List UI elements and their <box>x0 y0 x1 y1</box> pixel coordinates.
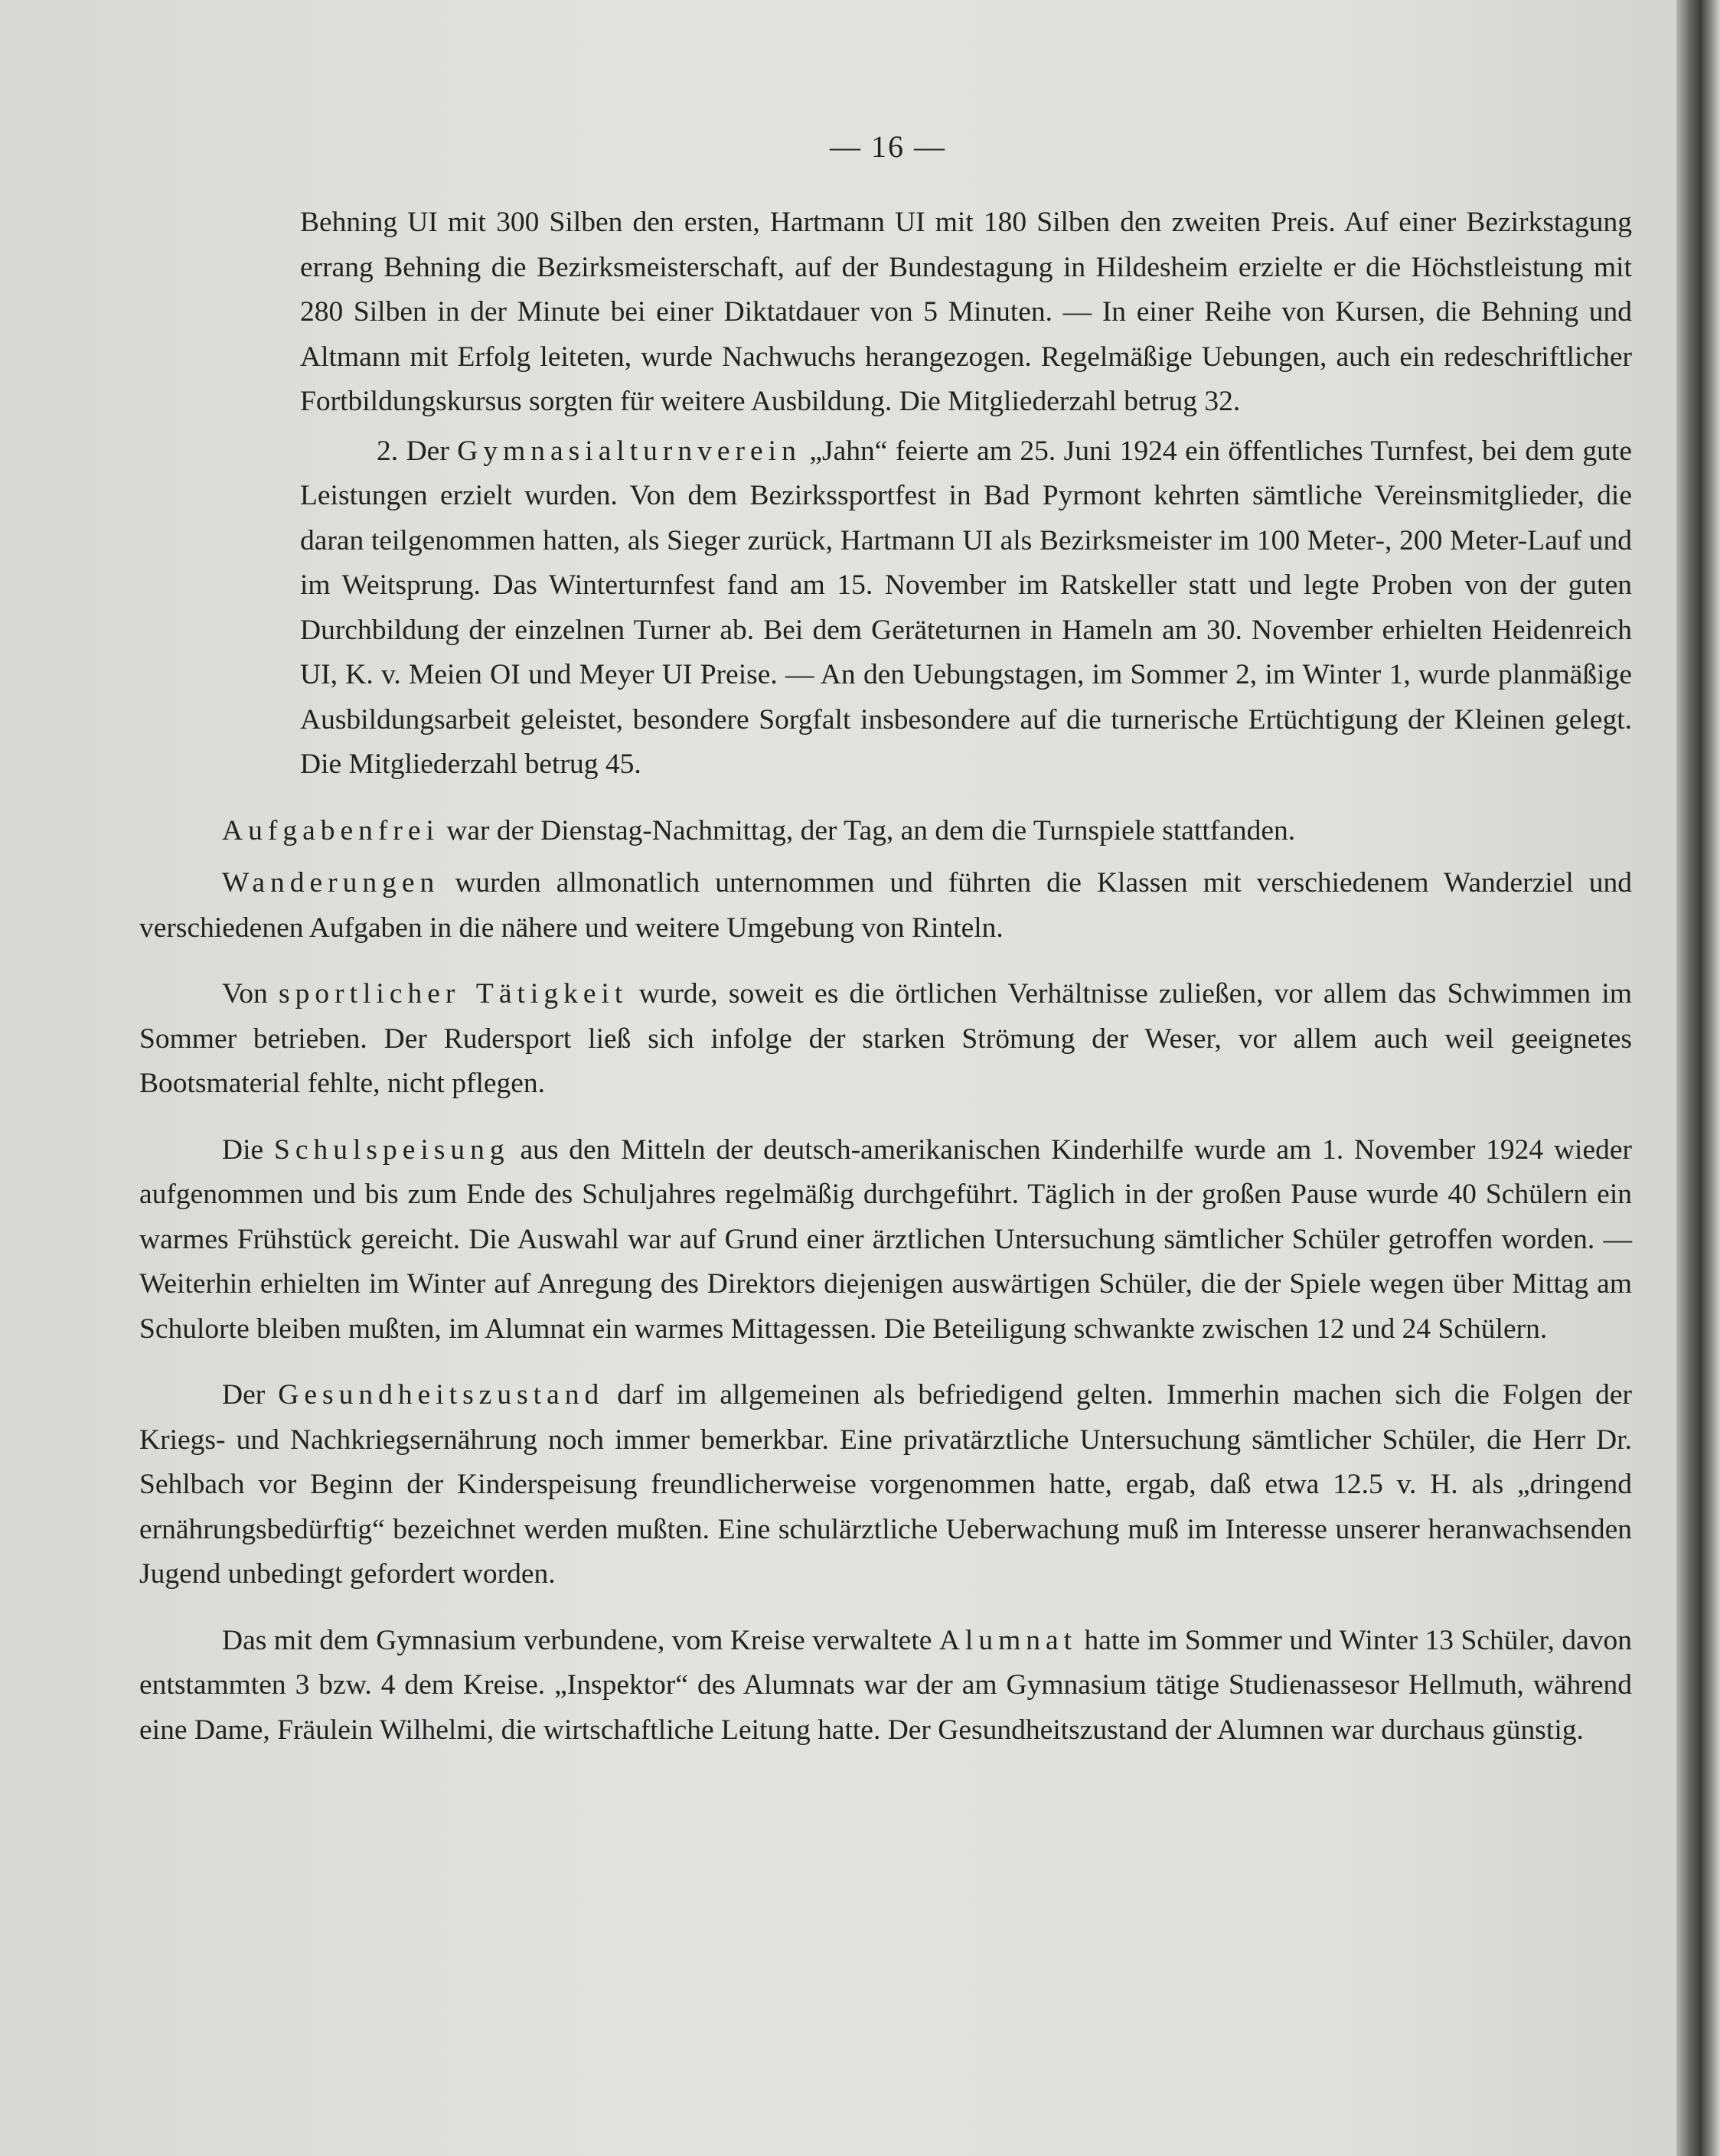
spaced-heading: Wanderungen <box>222 867 440 899</box>
paragraph-shorthand-club <box>139 201 1632 425</box>
paragraph-lead: 2. Der <box>377 435 458 467</box>
body-text <box>139 201 1632 1753</box>
paragraph-lead: Von <box>222 978 279 1010</box>
paragraph-text: wurden allmonatlich unternommen und führten die Klassen mit verschiedenem Wanderziel und verschiedenen Aufgaben in die nähere und weitere Umgebung von Rinteln. <box>139 867 1632 944</box>
spaced-heading: Gesundheitszustand <box>278 1379 605 1411</box>
page-number: — 16 — <box>830 129 946 164</box>
paragraph-lead: Der <box>222 1379 279 1411</box>
paragraph-boarding <box>139 1619 1632 1753</box>
paragraph-text: aus den Mitteln der deutsch-amerikanischen Kinderhilfe wurde am 1. November 1924 wieder aufgenommen und bis zum Ende des Schuljahres regelmäßig durchgeführt. Täglich in der großen Pause wurde 40 Schülern ein warmes Frühstück gereicht. Die Auswahl war auf Grund einer ärztlichen Untersuchung sämtlicher Schüler getroffen worden. — Weiterhin erhielten im Winter auf Anregung des Direktors diejenigen auswärtigen Schüler, die der Spiele wegen über Mittag am Schulorte bleiben mußten, im Alumnat ein warmes Mittagessen. Die Beteiligung schwankte zwischen 12 und 24 Schülern. <box>139 1133 1632 1345</box>
spaced-heading: Schulspeisung <box>273 1133 510 1166</box>
paragraph-gymnastics-club <box>139 429 1632 788</box>
paragraph-text: darf im allgemeinen als befriedigend gelten. Immerhin machen sich die Folgen der Kriegs- und Nachkriegsernährung noch immer bemerkbar. Eine privatärztliche Untersuchung sämtlicher Schüler, die Herr Dr. Sehlbach vor Beginn der Kinderspeisung freundlicherweise vorgenommen hatte, ergab, daß etwa 12.5 v. H. als „dringend ernährungsbedürftig“ bezeichnet werden mußten. Eine schulärztliche Ueberwachung muß im Interesse unserer heranwachsenden Jugend unbedingt gefordert worden. <box>139 1379 1632 1590</box>
paragraph-school-meals <box>139 1128 1632 1352</box>
spaced-heading: Aufgabenfrei <box>222 814 439 846</box>
spaced-heading: sportlicher Tätigkeit <box>279 978 628 1010</box>
paragraph-free-afternoon <box>139 809 1632 854</box>
paragraph-lead: Die <box>222 1133 274 1166</box>
paragraph-text: „Jahn“ feierte am 25. Juni 1924 ein öffentliches Turnfest, bei dem gute Leistungen erzielt wurden. Von dem Bezirkssportfest in Bad Pyrmont kehrten sämtliche Vereinsmitglieder, die daran teilgenommen hatten, als Sieger zurück, Hartmann UI als Bezirksmeister im 100 Meter-, 200 Meter-Lauf und im Weitsprung. Das Winterturnfest fand am 15. November im Ratskeller statt und legte Proben von der guten Durchbildung der einzelnen Turner ab. Bei dem Geräteturnen in Hameln am 30. November erhielten Heidenreich UI, K. v. Meien OI und Meyer UI Preise. — An den Uebungstagen, im Sommer 2, im Winter 1, wurde planmäßige Ausbildungsarbeit geleistet, besondere Sorgfalt insbesondere auf die turnerische Ertüchtigung der Kleinen gelegt. Die Mitgliederzahl betrug 45. <box>300 435 1632 780</box>
paragraph-sports <box>139 972 1632 1107</box>
page-binding-edge <box>1676 0 1720 2156</box>
paragraph-text: war der Dienstag-Nachmittag, der Tag, an dem die Turnspiele stattfanden. <box>439 814 1296 846</box>
paragraph-hikes <box>139 861 1632 951</box>
spaced-heading: Gymnasialturnverein <box>457 435 801 467</box>
paragraph-lead: Das mit dem Gymnasium verbundene, vom Kreise verwaltete <box>222 1624 939 1656</box>
paragraph-text: hatte im Sommer und Winter 13 Schüler, davon entstammten 3 bzw. 4 dem Kreise. „Inspektor“ des Alumnats war der am Gymnasium tätige Studienassesor Hellmuth, während eine Dame, Fräulein Wilhelmi, die wirtschaftliche Leitung hatte. Der Gesundheitszustand der Alumnen war durchaus günstig. <box>139 1624 1633 1746</box>
paragraph-text: Behning UI mit 300 Silben den ersten, Hartmann UI mit 180 Silben den zweiten Preis. Auf einer Bezirkstagung errang Behning die Bezirksmeisterschaft, auf der Bundestagung in Hildesheim erzielte er die Höchstleistung mit 280 Silben in der Minute bei einer Diktatdauer von 5 Minuten. — In einer Reihe von Kursen, die Behning und Altmann mit Erfolg leiteten, wurde Nachwuchs herangezogen. Regelmäßige Uebungen, auch ein redeschriftlicher Fortbildungskursus sorgten für weitere Ausbildung. Die Mitgliederzahl betrug 32. <box>300 207 1632 417</box>
spaced-heading: Alumnat <box>938 1624 1078 1656</box>
paragraph-text: wurde, soweit es die örtlichen Verhältnisse zuließen, vor allem das Schwimmen im Sommer betrieben. Der Rudersport ließ sich infolge der starken Strömung der Weser, vor allem auch weil geeignetes Bootsmaterial fehlte, nicht pflegen. <box>139 978 1632 1099</box>
paragraph-health <box>139 1373 1632 1597</box>
